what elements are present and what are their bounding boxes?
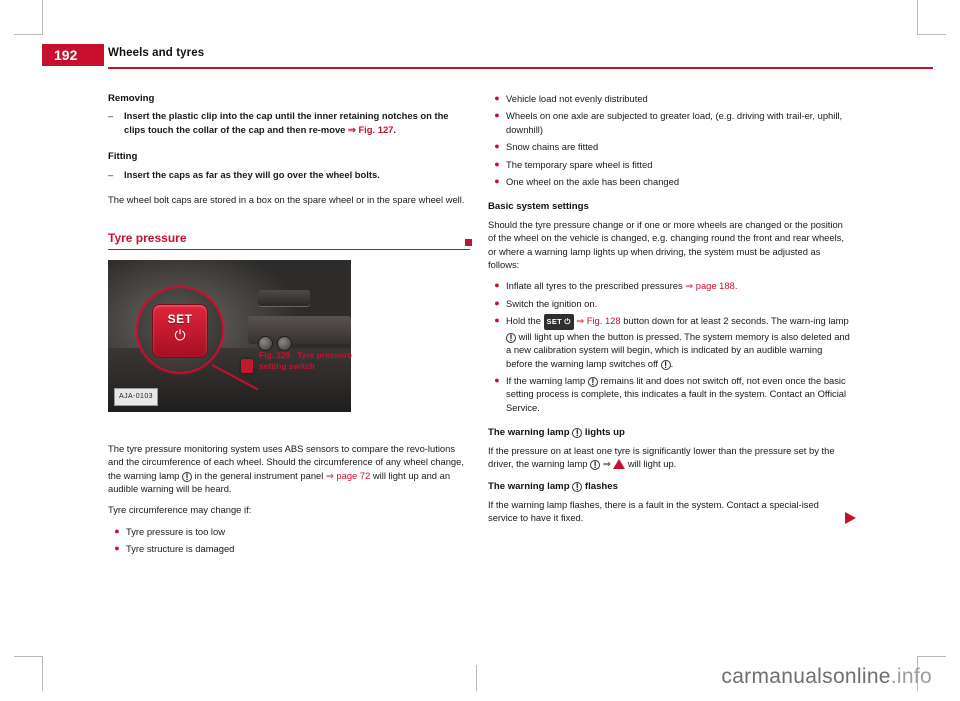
bullet-icon: ● [494,158,500,169]
bullet-icon: ● [494,315,500,326]
continuation-arrow-icon [845,512,856,524]
paragraph-1-part-a: The tyre pressure monitoring system uses ABS sensors to compare the revo-lutions and the circumference of each wheel. Should the circumference of any wheel change, the warning lamp [108,442,464,481]
bullet-text: Tyre pressure is too low [126,525,225,537]
warning-lamp-icon: ! [572,428,582,438]
removing-instruction-end: . [393,123,396,135]
bullet-text: Switch the ignition on. [506,297,598,309]
footer-tick-mark [476,665,477,691]
figure-caption [259,350,363,372]
bullet-icon: ● [494,110,500,121]
removing-instruction-ref: ⇒ Fig. 127 [348,123,394,135]
tyre-pressure-paragraph-2: Tyre circumference may change if: [108,504,252,516]
list-item-removing [108,109,470,136]
bullet-icon: ● [114,543,120,554]
basic-settings-intro: Should the tyre pressure change or if one or more wheels are changed or the position of the wheel on the vehicle is changed, e.g. changing round the front and rear wheels, or where a warning lamp lights up when driving, the system must be adjusted as follows: [488,218,844,271]
bullet-text [506,279,850,292]
watermark-text-1: carmanualsonline [721,665,891,688]
tyre-pressure-paragraph-1 [108,442,470,496]
lamp-lights-up-text [488,444,850,471]
fitting-instruction: Insert the caps as far as they will go over the wheel bolts. [124,168,380,180]
warning-lamp-icon: ! [182,472,192,482]
bullet-icon: ● [114,525,120,536]
bullet-text [506,374,850,414]
figure-caption-text: Tyre pressure setting switch [259,350,352,371]
wheel-bolt-note: The wheel bolt caps are stored in a box on the spare wheel or in the spare wheel well. [108,194,465,206]
bullet-text: Wheels on one axle are subjected to greater load, (e.g. driving with trail-er, uphill, downhill) [506,110,843,135]
lamp-flashes-text: If the warning lamp flashes, there is a fault in the system. Contact a special-ised service to have it fixed. [488,498,819,524]
page-number: 192 [42,44,104,66]
heading-fitting: Fitting [108,151,138,163]
heading-lamp-lights-up-part-b: lights up [582,427,625,439]
bullet-text: Snow chains are fitted [506,141,599,153]
list-item [488,158,850,171]
bullet-text: Tyre structure is damaged [126,543,235,555]
list-item-fitting [108,168,470,181]
crop-mark-top-left [14,0,43,35]
heading-lamp-flashes [488,480,850,493]
bullet-icon: ● [494,141,500,152]
warning-lamp-icon: ! [588,377,598,387]
bullet-icon: ● [494,297,500,308]
step-4-part-b: remains lit and does not switch off, not even once the basic setting process is complete, this indicates a fault in the system. Contact an Official Service. [506,374,847,413]
warning-lamp-icon: ! [661,360,671,370]
watermark-text-2: .info [890,665,932,688]
set-button-illustration [152,304,208,358]
bullet-icon: ● [494,374,500,385]
dash-marker: – [108,110,114,122]
paragraph-1-part-b: in the general instrument panel [192,469,326,481]
removing-instruction-text: Insert the plastic clip into the cap until the inner retaining notches on the clips touch the collar of the cap and then re-move [124,110,449,135]
header-divider [108,67,933,69]
list-item [108,525,470,538]
paragraph-1-part-c: will light up and an audible warning will be heard. [108,469,451,495]
list-item [488,140,850,153]
set-button-label: SET [167,311,193,326]
heading-lamp-flashes-part-a: The warning lamp [488,481,573,493]
margin-marker-square [465,239,472,246]
crop-mark-bottom-left [14,656,43,691]
bullet-text: The temporary spare wheel is fitted [506,158,653,170]
bullet-text [506,314,850,370]
page-title: Wheels and tyres [108,47,205,59]
step-3-part-a: Hold the [506,315,544,327]
list-item [488,314,850,370]
left-column [108,92,470,560]
lamp-on-part-a: If the pressure on at least one tyre is significantly lower than the pressure set by the driver, the warning lamp [488,444,835,469]
figure-photo-code: AJA-0103 [114,388,158,405]
callout-magnifier [136,286,224,374]
warning-lamp-icon: ! [572,482,582,492]
bullet-icon: ● [494,176,500,187]
section-title-tyre-pressure: Tyre pressure [108,231,187,246]
bullet-text: One wheel on the axle has been changed [506,176,680,188]
list-item [108,542,470,555]
warning-lamp-icon: ! [506,333,516,343]
bullet-icon: ● [494,93,500,103]
list-item [488,297,850,310]
lamp-on-part-b: ⇒ [600,457,614,469]
heading-lamp-lights-up-part-a: The warning lamp [488,427,573,439]
watermark [721,665,932,689]
bullet-icon: ● [494,280,500,291]
figure-tyre-pressure-switch [108,260,351,412]
heading-basic-system-settings: Basic system settings [488,201,589,213]
console-red-button [241,359,253,373]
step-3-part-b: button down for at least 2 seconds. The warn-ing lamp [620,315,849,327]
removing-instruction [124,109,470,136]
step-3-ref: ⇒ Fig. 128 [576,315,621,327]
step-3-part-c: will light up when the button is pressed. The system memory is also deleted and a new calibration system will begin, which is indicated by an audible warning before the warning lamp switches off [506,330,850,369]
console-knob-left [258,336,273,351]
crop-mark-top-right [917,0,946,35]
console-knob-right [277,336,292,351]
bullet-text: Vehicle load not evenly distributed [506,93,648,104]
heading-lamp-lights-up [488,426,850,439]
list-item [488,279,850,292]
list-item [488,374,850,414]
list-item [488,175,850,188]
lamp-on-part-c: will light up. [625,457,677,469]
heading-removing: Removing [108,93,155,104]
dash-marker: – [108,168,114,180]
tyre-pressure-section [108,232,470,555]
step-3-part-d: . [670,357,674,369]
step-1-ref: ⇒ page 188. [685,280,738,292]
heading-lamp-flashes-part-b: flashes [582,481,618,493]
section-divider [108,249,470,250]
list-item [488,109,850,136]
set-button-key-icon: SET ⏻ [544,314,574,329]
list-item [488,92,850,105]
paragraph-1-ref: ⇒ page 72 [325,469,371,481]
console-vent [258,290,310,306]
warning-lamp-icon: ! [590,460,600,470]
step-1-text: Inflate all tyres to the prescribed pressures [506,280,686,292]
right-column [488,92,850,533]
set-button-symbol-icon: ⏻ [174,327,186,344]
step-4-part-a: If the warning lamp [506,374,588,386]
figure-caption-label: Fig. 128 [259,350,291,360]
warning-triangle-icon [613,459,625,469]
